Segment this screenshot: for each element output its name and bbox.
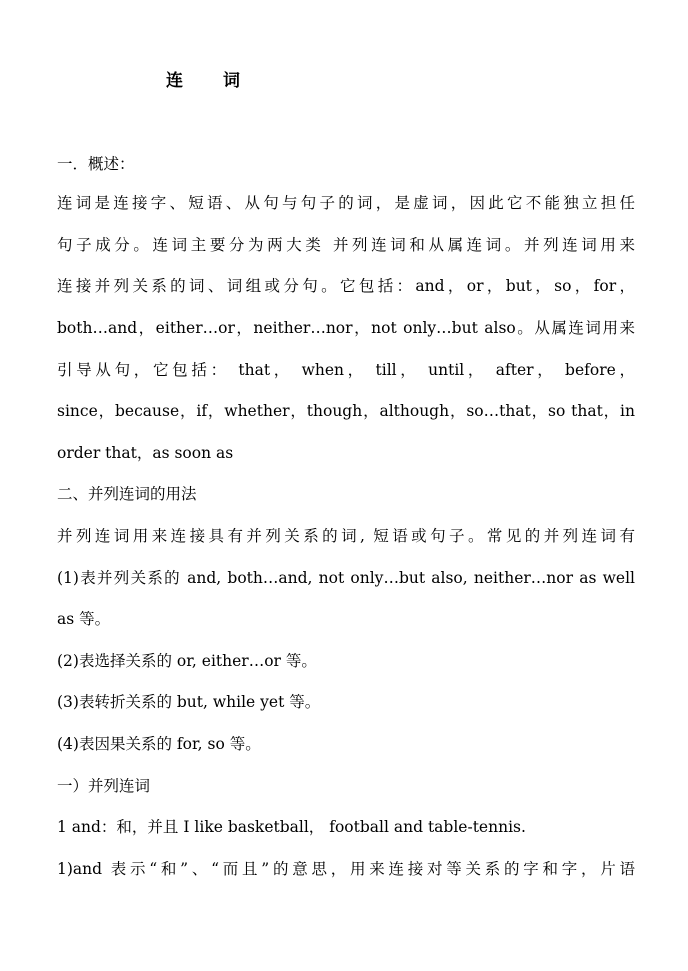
paragraph-line: 1)and 表示“和”、“而且”的意思，用来连接对等关系的字和字，片语 xyxy=(57,860,635,878)
paragraph-line: both…and，either…or，neither…nor，not only…but also。从属连词用来 xyxy=(57,319,635,337)
paragraph-line: 引导从句，它包括： that， when， till， until， after， before， xyxy=(57,361,635,379)
paragraph-line: 1 and：和，并且 I like basketball， football and table-tennis. xyxy=(57,818,526,836)
paragraph-line: order that，as soon as xyxy=(57,444,234,462)
paragraph-line: 并列连词用来连接具有并列关系的词, 短语或句子。常见的并列连词有 xyxy=(57,527,635,545)
paragraph-line: 连接并列关系的词、词组或分句。它包括：and，or，but，so，for， xyxy=(57,277,635,295)
list-item: (3)表转折关系的 but, while yet 等。 xyxy=(57,693,321,711)
subsection-heading: 一）并列连词 xyxy=(57,777,151,795)
page-title xyxy=(166,66,240,91)
list-item: (1)表并列关系的 and, both…and, not only…but also, neither…nor as well xyxy=(57,569,635,587)
list-item: (2)表选择关系的 or, either…or 等。 xyxy=(57,652,317,670)
paragraph-line: 句子成分。连词主要分为两大类 并列连词和从属连词。并列连词用来 xyxy=(57,236,635,254)
title-char-1: 连 xyxy=(166,71,183,91)
list-item-continuation: as 等。 xyxy=(57,610,111,628)
title-char-2: 词 xyxy=(223,71,240,91)
paragraph-line: since，because，if，whether，though，although，so…that，so that，in xyxy=(57,402,635,420)
section-heading-overview: 一．概述： xyxy=(57,155,135,173)
section-heading-coordinating-usage: 二、并列连词的用法 xyxy=(57,485,197,503)
list-item: (4)表因果关系的 for, so 等。 xyxy=(57,735,261,753)
paragraph-line: 连词是连接字、短语、从句与句子的词，是虚词，因此它不能独立担任 xyxy=(57,194,635,212)
